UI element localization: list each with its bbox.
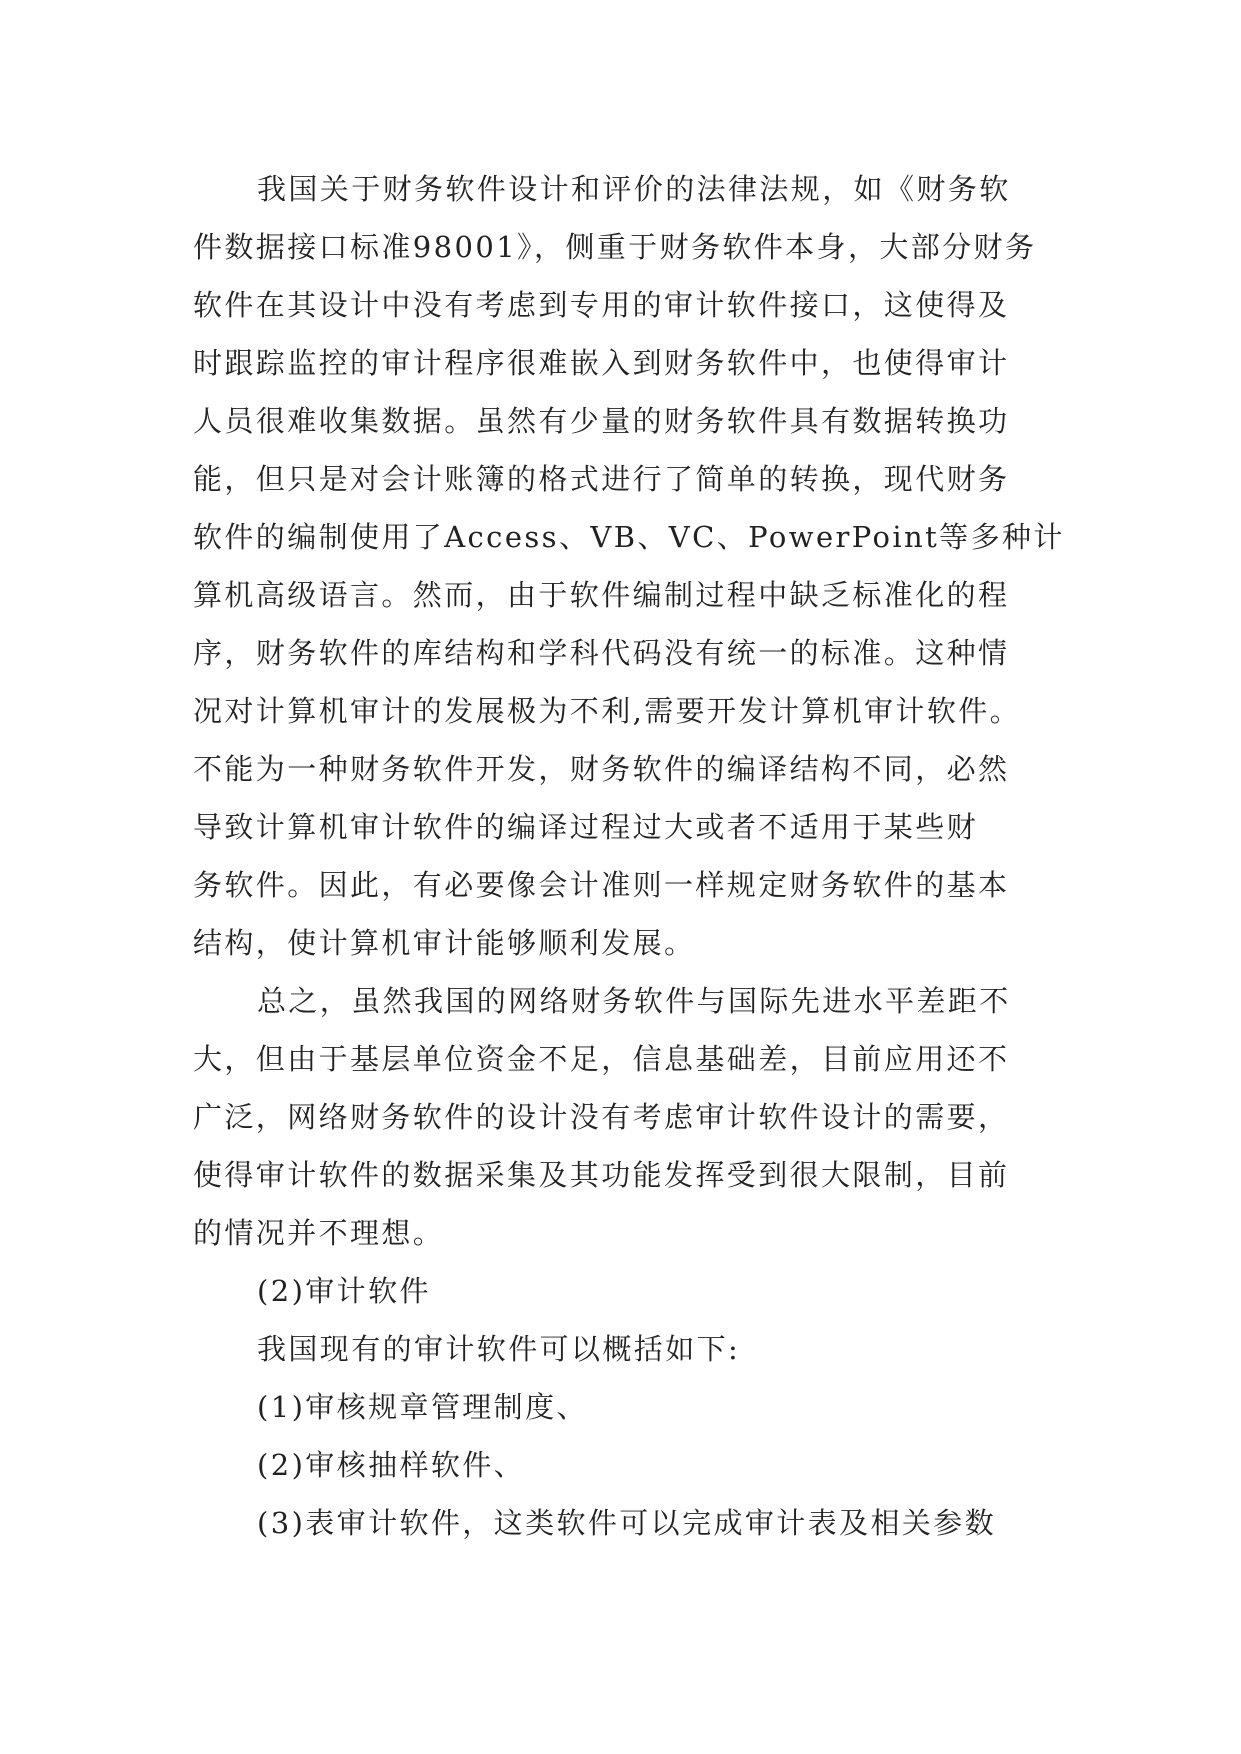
- paragraph-1-line-10: 况对计算机审计的发展极为不利,需要开发计算机审计软件。: [193, 694, 1022, 728]
- intro-sentence: 我国现有的审计软件可以概括如下:: [257, 1332, 741, 1366]
- section-heading: (2)审计软件: [257, 1274, 431, 1308]
- list-item-2: (2)审核抽样软件、: [257, 1448, 526, 1482]
- paragraph-1-line-7: 软件的编制使用了Access、VB、VC、PowerPoint等多种计: [193, 520, 1065, 554]
- paragraph-1-line-4: 时跟踪监控的审计程序很难嵌入到财务软件中，也使得审计: [193, 346, 1010, 380]
- paragraph-1-line-2: 件数据接口标准98001》，侧重于财务软件本身，大部分财务: [193, 230, 1037, 264]
- paragraph-1-line-9: 序，财务软件的库结构和学科代码没有统一的标准。这种情: [193, 636, 1010, 670]
- paragraph-1-line-5: 人员很难收集数据。虽然有少量的财务软件具有数据转换功: [193, 404, 1010, 438]
- paragraph-1-line-14: 结构，使计算机审计能够顺利发展。: [193, 926, 696, 960]
- paragraph-2-line-5: 的情况并不理想。: [193, 1216, 445, 1250]
- paragraph-1-line-13: 务软件。因此，有必要像会计准则一样规定财务软件的基本: [193, 868, 1010, 902]
- paragraph-1-line-12: 导致计算机审计软件的编译过程过大或者不适用于某些财: [193, 810, 979, 844]
- paragraph-1-line-11: 不能为一种财务软件开发，财务软件的编译结构不同，必然: [193, 752, 1010, 786]
- paragraph-2-line-4: 使得审计软件的数据采集及其功能发挥受到很大限制，目前: [193, 1158, 1010, 1192]
- body-text: [193, 160, 1073, 1552]
- list-item-3: (3)表审计软件，这类软件可以完成审计表及相关参数: [257, 1506, 997, 1540]
- paragraph-2-line-1: 总之，虽然我国的网络财务软件与国际先进水平差距不: [257, 984, 1011, 1018]
- paragraph-1-line-1: 我国关于财务软件设计和评价的法律法规，如《财务软: [257, 172, 1011, 206]
- paragraph-2-line-3: 广泛，网络财务软件的设计没有考虑审计软件设计的需要，: [193, 1100, 1010, 1134]
- paragraph-2-line-2: 大，但由于基层单位资金不足，信息基础差，目前应用还不: [193, 1042, 1010, 1076]
- list-item-1: (1)审核规章管理制度、: [257, 1390, 588, 1424]
- paragraph-1-line-8: 算机高级语言。然而，由于软件编制过程中缺乏标准化的程: [193, 578, 1010, 612]
- paragraph-1-line-6: 能，但只是对会计账簿的格式进行了简单的转换，现代财务: [193, 462, 1010, 496]
- paragraph-1-line-3: 软件在其设计中没有考虑到专用的审计软件接口，这使得及: [193, 288, 1010, 322]
